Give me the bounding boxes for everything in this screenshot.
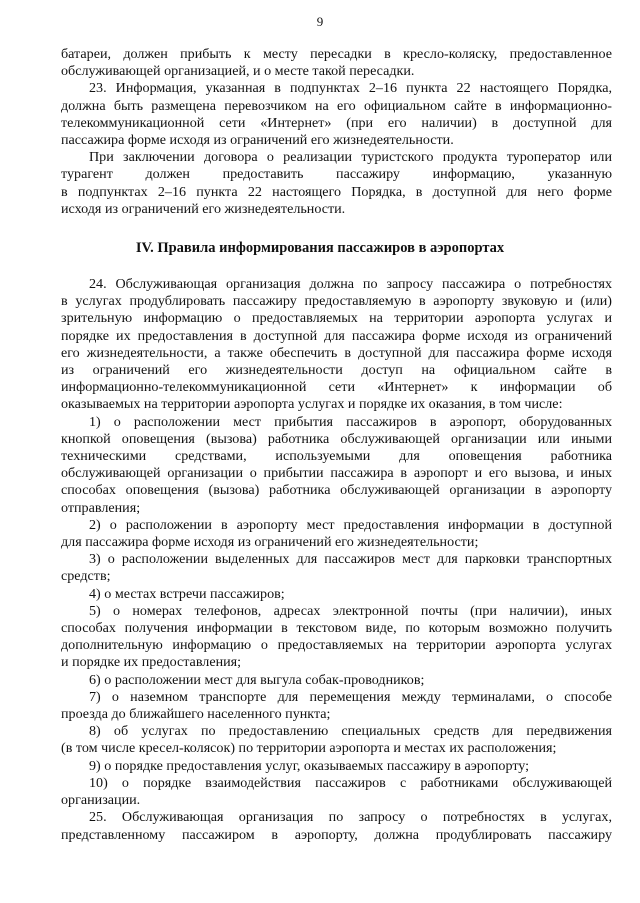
text-line: зрительную информацию о предоставляемых на территории аэропорта услугах и xyxy=(61,310,612,327)
text-block-1 xyxy=(61,46,612,218)
text-line: способах получения информации в текстовом виде, по которым возможно получить xyxy=(61,620,612,637)
text-line: средств; xyxy=(61,568,111,585)
text-line: оказываемых на территории аэропорта услугах и порядке их оказания, в том числе: xyxy=(61,396,563,413)
text-line: пассажира форме исходя из ограничений его жизнедеятельности. xyxy=(61,132,454,149)
text-line: При заключении договора о реализации туристского продукта туроператор или xyxy=(89,149,612,166)
text-line: 7) о наземном транспорте для перемещения между терминалами, о способе xyxy=(89,688,612,705)
section-heading: IV. Правила информирования пассажиров в аэропортах xyxy=(135,240,505,256)
text-line: 2) о расположении в аэропорту мест предоставления информации в доступной xyxy=(89,516,612,533)
text-line: способах оповещения (вызова) работника обслуживающей организации в аэропорту xyxy=(61,482,612,499)
page-number: 9 xyxy=(316,14,324,29)
text-line: обслуживающей организацией, и о месте такой пересадки. xyxy=(61,63,415,80)
text-line: организации. xyxy=(61,792,141,809)
text-line: 4) о местах встречи пассажиров; xyxy=(89,585,285,602)
text-line: (в том числе кресел-колясок) по территории аэропорта и местах их расположения; xyxy=(61,740,557,757)
text-line: дополнительную информацию о предоставляемых на территории аэропорта услугах xyxy=(61,637,612,654)
text-line: 10) о порядке взаимодействия пассажиров с работниками обслуживающей xyxy=(89,774,612,791)
text-block-2 xyxy=(61,276,612,844)
text-line: 5) о номерах телефонов, адресах электронной почты (при наличии), иных xyxy=(89,602,612,619)
text-line: 9) о порядке предоставления услуг, оказываемых пассажиру в аэропорту; xyxy=(89,757,530,774)
text-line: кнопкой оповещения (вызова) работника обслуживающей организации или иными xyxy=(61,430,612,447)
text-line: 23. Информация, указанная в подпунктах 2–16 пункта 22 настоящего Порядка, xyxy=(89,80,612,97)
text-line: 6) о расположении мест для выгула собак-проводников; xyxy=(89,671,425,688)
text-line: в услугах продублировать пассажиру предоставляемую в аэропорту звуковую и (или) xyxy=(61,293,612,310)
text-line: и порядке их предоставления; xyxy=(61,654,242,671)
text-line: техническими средствами, используемыми для оповещения работника xyxy=(61,448,612,465)
text-line: турагент должен предоставить пассажиру информацию, указанную xyxy=(61,166,612,183)
text-line: 8) об услугах по предоставлению специальных средств для передвижения xyxy=(89,723,612,740)
text-line: батареи, должен прибыть к месту пересадки в кресло-коляску, предоставленное xyxy=(61,46,612,62)
text-line: его жизнедеятельности, а также обеспечить в доступной для пассажира форме исходя xyxy=(61,344,612,361)
text-line: порядке их предоставления в доступной для пассажира форме исходя из ограничений xyxy=(61,327,612,344)
text-line: информационно-телекоммуникационной сети «Интернет» к информации об xyxy=(61,379,612,396)
text-line: отправления; xyxy=(61,499,141,516)
text-line: 1) о расположении мест прибытия пассажиров в аэропорт, оборудованных xyxy=(89,413,612,430)
text-line: для пассажира форме исходя из ограничений его жизнедеятельности; xyxy=(61,534,479,551)
text-line: проезда до ближайшего населенного пункта; xyxy=(61,706,331,723)
text-line: 25. Обслуживающая организация по запросу о потребностях в услугах, xyxy=(89,809,612,826)
text-line: представленному пассажиром в аэропорту, должна продублировать пассажиру xyxy=(61,826,612,843)
text-line: телекоммуникационной сети «Интернет» (при его наличии) в доступной для xyxy=(61,114,612,131)
text-line: исходя из ограничений его жизнедеятельности. xyxy=(61,200,346,217)
text-line: из ограничений его жизнедеятельности доступ на официальном сайте в xyxy=(61,362,612,379)
text-line: должна быть размещена перевозчиком на его официальном сайте в информационно- xyxy=(61,97,612,114)
text-line: 24. Обслуживающая организация должна по запросу пассажира о потребностях xyxy=(89,276,612,292)
text-line: обслуживающей организации о прибытии пассажира в аэропорт и его вызова, и иных xyxy=(61,465,612,482)
text-line: в подпунктах 2–16 пункта 22 настоящего Порядка, в доступной для него форме xyxy=(61,183,612,200)
text-line: 3) о расположении выделенных для пассажиров мест для парковки транспортных xyxy=(89,551,612,568)
